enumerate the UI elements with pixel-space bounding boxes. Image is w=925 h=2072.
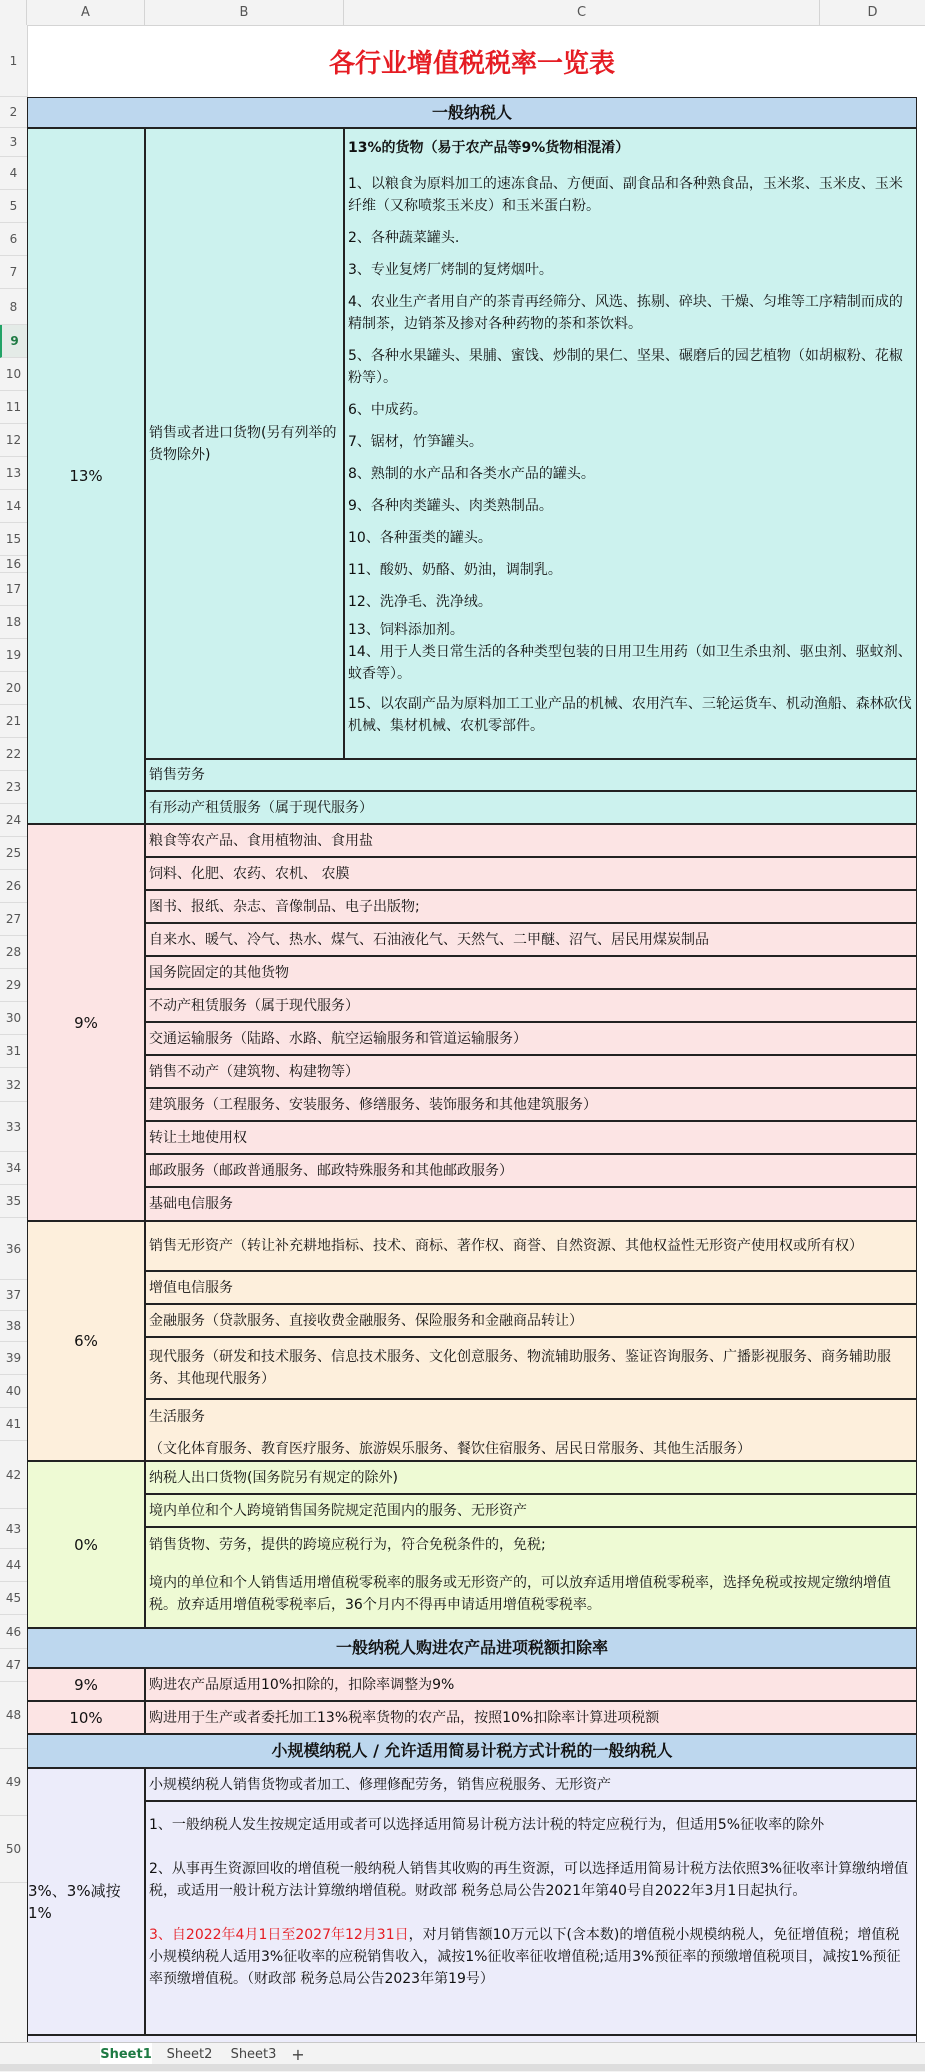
select-all-corner[interactable] — [0, 0, 27, 25]
goods-item: 11、酸奶、奶酪、奶油，调制乳。 — [348, 562, 562, 578]
rate-6-item-cell[interactable]: 销售无形资产（转让补充耕地指标、技术、商标、著作权、商誉、自然资源、其他权益性无形资产使用权或所有权） — [145, 1221, 917, 1271]
rate-13-cell[interactable]: 13% — [27, 128, 145, 824]
row-header-6[interactable]: 6 — [0, 223, 27, 256]
row-header-35[interactable]: 35 — [0, 1185, 27, 1218]
goods-item: 10、各种蛋类的罐头。 — [348, 530, 492, 546]
goods-item: 12、洗净毛、洗净绒。 — [348, 594, 492, 610]
row-header-48[interactable]: 48 — [0, 1682, 27, 1749]
zero-rate-waiver-text: 境内的单位和个人销售适用增值税零税率的服务或无形资产的，可以放弃适用增值税零税率，选择免税或按规定缴纳增值税。放弃适用增值税零税率后，36个月内不得再申请适用增值税零税率。 — [149, 1575, 891, 1613]
small-scale-rule-2: 2、从事再生资源回收的增值税一般纳税人销售其收购的再生资源，可以选择适用简易计税方法依照3%征收率计算缴纳增值税，或适用一般计税方法计算缴纳增值税。财政部 税务总局公告2021年第40号自2022年3月1日起执行。 — [149, 1861, 909, 1899]
row-header-39[interactable]: 39 — [0, 1342, 27, 1375]
row-header-34[interactable]: 34 — [0, 1152, 27, 1185]
goods-item: 7、锯材，竹笋罐头。 — [348, 434, 483, 450]
row-header-15[interactable]: 15 — [0, 523, 27, 556]
rate-6-item-cell[interactable]: 增值电信服务 — [145, 1271, 917, 1304]
row-header-7[interactable]: 7 — [0, 256, 27, 289]
row-header-18[interactable]: 18 — [0, 606, 27, 639]
row-header-10[interactable]: 10 — [0, 358, 27, 391]
row-header-27[interactable]: 27 — [0, 903, 27, 936]
row-header-1[interactable]: 1 — [0, 25, 27, 97]
rate-13-category-cell[interactable]: 销售或者进口货物(另有列举的货物除外) — [145, 128, 344, 759]
row-header-46[interactable]: 46 — [0, 1615, 27, 1649]
rate-13-item-cell[interactable]: 销售劳务 — [145, 759, 917, 791]
row-header-29[interactable]: 29 — [0, 969, 27, 1002]
row-header-25[interactable]: 25 — [0, 837, 27, 870]
column-header-c[interactable]: C — [344, 0, 820, 25]
small-scale-rate-cell[interactable]: 3%、3%减按1% — [27, 1768, 145, 2035]
rate-9-item-cell[interactable]: 基础电信服务 — [145, 1187, 917, 1221]
row-header-40[interactable]: 40 — [0, 1375, 27, 1408]
column-header-b[interactable]: B — [145, 0, 344, 25]
row-header-19[interactable]: 19 — [0, 639, 27, 672]
row-header-14[interactable]: 14 — [0, 490, 27, 523]
rate-0-item-cell[interactable]: 纳税人出口货物(国务院另有规定的除外) — [145, 1461, 917, 1494]
section-small-scale[interactable]: 小规模纳税人 / 允许适用简易计税方式计税的一般纳税人 — [27, 1734, 917, 1768]
column-header-d[interactable]: D — [867, 5, 878, 20]
exemption-text: 销售货物、劳务，提供的跨境应税行为，符合免税条件的，免税; — [149, 1537, 546, 1553]
status-bar — [0, 2064, 925, 2071]
rate-9-item-cell[interactable]: 交通运输服务（陆路、水路、航空运输服务和管道运输服务） — [145, 1022, 917, 1055]
goods-item: 5、各种水果罐头、果脯、蜜饯、炒制的果仁、坚果、碾磨后的园艺植物（如胡椒粉、花椒粉等）。 — [348, 348, 903, 386]
tab-sheet3[interactable]: Sheet3 — [230, 2047, 277, 2062]
rate-9-item-cell[interactable]: 国务院固定的其他货物 — [145, 956, 917, 989]
rate-0-cell[interactable]: 0% — [27, 1461, 145, 1628]
goods-item: 6、中成药。 — [348, 402, 427, 418]
small-scale-item-cell[interactable]: 小规模纳税人销售货物或者加工、修理修配劳务，销售应税服务、无形资产 — [145, 1768, 917, 1801]
rate-6-item-cell[interactable]: 金融服务（贷款服务、直接收费金融服务、保险服务和金融商品转让） — [145, 1304, 917, 1337]
small-scale-rule-1: 1、一般纳税人发生按规定适用或者可以选择适用简易计税方法计税的特定应税行为，但适用5%征收率的除外 — [149, 1817, 825, 1833]
row-header-11[interactable]: 11 — [0, 391, 27, 424]
row-header-8[interactable]: 8 — [0, 289, 27, 325]
rate-9-item-cell[interactable]: 邮政服务（邮政普通服务、邮政特殊服务和其他邮政服务） — [145, 1154, 917, 1187]
rate-9-cell[interactable]: 9% — [27, 824, 145, 1221]
row-header-17[interactable]: 17 — [0, 573, 27, 606]
deduction-text-cell[interactable]: 购进用于生产或者委托加工13%税率货物的农产品，按照10%扣除率计算进项税额 — [145, 1701, 917, 1734]
row-header-47[interactable]: 47 — [0, 1649, 27, 1682]
row-header-22[interactable]: 22 — [0, 738, 27, 771]
deduction-text-cell[interactable]: 购进农产品原适用10%扣除的，扣除率调整为9% — [145, 1668, 917, 1701]
rule-3-number: 3、 — [149, 1927, 172, 1943]
deduction-rate-cell[interactable]: 9% — [27, 1668, 145, 1701]
life-service-title: 生活服务 — [149, 1409, 205, 1425]
row-header-38[interactable]: 38 — [0, 1311, 27, 1342]
row-header-bar — [0, 25, 28, 2042]
row-header-36[interactable]: 36 — [0, 1218, 27, 1280]
row-header-28[interactable]: 28 — [0, 936, 27, 969]
rate-13-goods-cell[interactable] — [344, 128, 917, 759]
goods-item: 13、饲料添加剂。 — [348, 622, 464, 638]
rule-3-text: ，对月销售额10万元以下(含本数)的增值税小规模纳税人，免征增值税；增值税小规模纳税人适用3%征收率的应税销售收入，减按1%征收率征收增值税;适用3%预征率的预缴增值税项目，减按1%预征率预缴增值税。（财政部 税务总局公告2023年第19号） — [149, 1927, 901, 1987]
row-header-13[interactable]: 13 — [0, 457, 27, 490]
tab-sheet2[interactable]: Sheet2 — [166, 2047, 213, 2062]
rate-0-exemption-cell[interactable] — [145, 1527, 917, 1628]
row-header-43[interactable]: 43 — [0, 1509, 27, 1549]
rate-0-item-cell[interactable]: 境内单位和个人跨境销售国务院规定范围内的服务、无形资产 — [145, 1494, 917, 1527]
row-header-44[interactable]: 44 — [0, 1549, 27, 1582]
row-header-4[interactable]: 4 — [0, 157, 27, 190]
column-header-a[interactable]: A — [27, 0, 145, 25]
rate-6-cell[interactable]: 6% — [27, 1221, 145, 1461]
row-header-30[interactable]: 30 — [0, 1002, 27, 1035]
goods-heading: 13%的货物（易于农产品等9%货物相混淆） — [348, 140, 630, 156]
rate-6-item-cell[interactable]: 现代服务（研发和技术服务、信息技术服务、文化创意服务、物流辅助服务、鉴证咨询服务、广播影视服务、商务辅助服务、其他现代服务） — [145, 1337, 917, 1399]
row-header-5[interactable]: 5 — [0, 190, 27, 223]
rule-3-date-range: 自2022年4月1日至2027年12月31日 — [171, 1927, 409, 1943]
small-scale-partial-row[interactable] — [27, 2035, 917, 2042]
sheet-title[interactable]: 各行业增值税税率一览表 — [328, 48, 615, 79]
row-header-42[interactable]: 42 — [0, 1441, 27, 1509]
row-header-24[interactable]: 24 — [0, 804, 27, 837]
row-header-3[interactable]: 3 — [0, 128, 27, 157]
rate-9-item-cell[interactable]: 自来水、暖气、冷气、热水、煤气、石油液化气、天然气、二甲醚、沼气、居民用煤炭制品 — [145, 923, 917, 956]
row-header-41[interactable]: 41 — [0, 1408, 27, 1441]
rate-6-life-service-cell[interactable] — [145, 1399, 917, 1461]
life-service-detail: （文化体育服务、教育医疗服务、旅游娱乐服务、餐饮住宿服务、居民日常服务、其他生活服务） — [149, 1441, 751, 1457]
small-scale-rule-3 — [149, 1924, 913, 1990]
row-header-50[interactable]: 50 — [0, 1816, 27, 1883]
goods-item: 4、农业生产者用自产的茶青再经筛分、风选、拣剔、碎块、干燥、匀堆等工序精制而成的精制茶，边销茶及掺对各种药物的茶和茶饮料。 — [348, 294, 903, 332]
rate-13-item-cell[interactable]: 有形动产租赁服务（属于现代服务） — [145, 791, 917, 824]
row-header-33[interactable]: 33 — [0, 1102, 27, 1152]
goods-item: 15、以农副产品为原料加工工业产品的机械、农用汽车、三轮运货车、机动渔船、森林砍伐机械、集材机械、农机零部件。 — [348, 696, 912, 734]
goods-item: 2、各种蔬菜罐头. — [348, 230, 460, 246]
goods-item: 8、熟制的水产品和各类水产品的罐头。 — [348, 466, 595, 482]
row-header-26[interactable]: 26 — [0, 870, 27, 903]
goods-item: 9、各种肉类罐头、肉类熟制品。 — [348, 498, 553, 514]
deduction-rate-cell[interactable]: 10% — [27, 1701, 145, 1734]
column-header-bar — [0, 0, 925, 26]
row-header-37[interactable]: 37 — [0, 1280, 27, 1311]
row-header-45[interactable]: 45 — [0, 1582, 27, 1615]
row-header-21[interactable]: 21 — [0, 705, 27, 738]
section-general-taxpayer[interactable]: 一般纳税人 — [27, 97, 917, 128]
sheet-grid[interactable] — [27, 25, 917, 2042]
row-header-20[interactable]: 20 — [0, 672, 27, 705]
section-deduction-rate[interactable]: 一般纳税人购进农产品进项税额扣除率 — [27, 1628, 917, 1668]
goods-item: 14、用于人类日常生活的各种类型包装的日用卫生用药（如卫生杀虫剂、驱虫剂、驱蚊剂、蚊香等）。 — [348, 644, 912, 682]
row-header-23[interactable]: 23 — [0, 771, 27, 804]
rate-9-item-cell[interactable]: 销售不动产（建筑物、构建物等） — [145, 1055, 917, 1088]
row-header-16[interactable]: 16 — [0, 556, 27, 573]
small-scale-rules-cell[interactable] — [145, 1801, 917, 2035]
row-header-9[interactable]: 9 — [0, 325, 27, 358]
add-sheet-button[interactable]: + — [291, 2045, 305, 2064]
rate-9-item-cell[interactable]: 建筑服务（工程服务、安装服务、修缮服务、装饰服务和其他建筑服务） — [145, 1088, 917, 1121]
rate-9-item-cell[interactable]: 转让土地使用权 — [145, 1121, 917, 1154]
goods-item: 3、专业复烤厂烤制的复烤烟叶。 — [348, 262, 553, 278]
rate-9-item-cell[interactable]: 饲料、化肥、农药、农机、 农膜 — [145, 857, 917, 890]
row-header-31[interactable]: 31 — [0, 1035, 27, 1068]
rate-9-item-cell[interactable]: 粮食等农产品、食用植物油、食用盐 — [145, 824, 917, 857]
row-header-49[interactable]: 49 — [0, 1749, 27, 1816]
tab-sheet1[interactable]: Sheet1 — [100, 2043, 152, 2070]
goods-item: 1、以粮食为原料加工的速冻食品、方便面、副食品和各种熟食品，玉米浆、玉米皮、玉米纤维（又称喷浆玉米皮）和玉米蛋白粉。 — [348, 176, 903, 214]
row-header-12[interactable]: 12 — [0, 424, 27, 457]
rate-9-item-cell[interactable]: 图书、报纸、杂志、音像制品、电子出版物; — [145, 890, 917, 923]
row-header-32[interactable]: 32 — [0, 1068, 27, 1102]
rate-9-item-cell[interactable]: 不动产租赁服务（属于现代服务） — [145, 989, 917, 1022]
row-header-2[interactable]: 2 — [0, 97, 27, 128]
